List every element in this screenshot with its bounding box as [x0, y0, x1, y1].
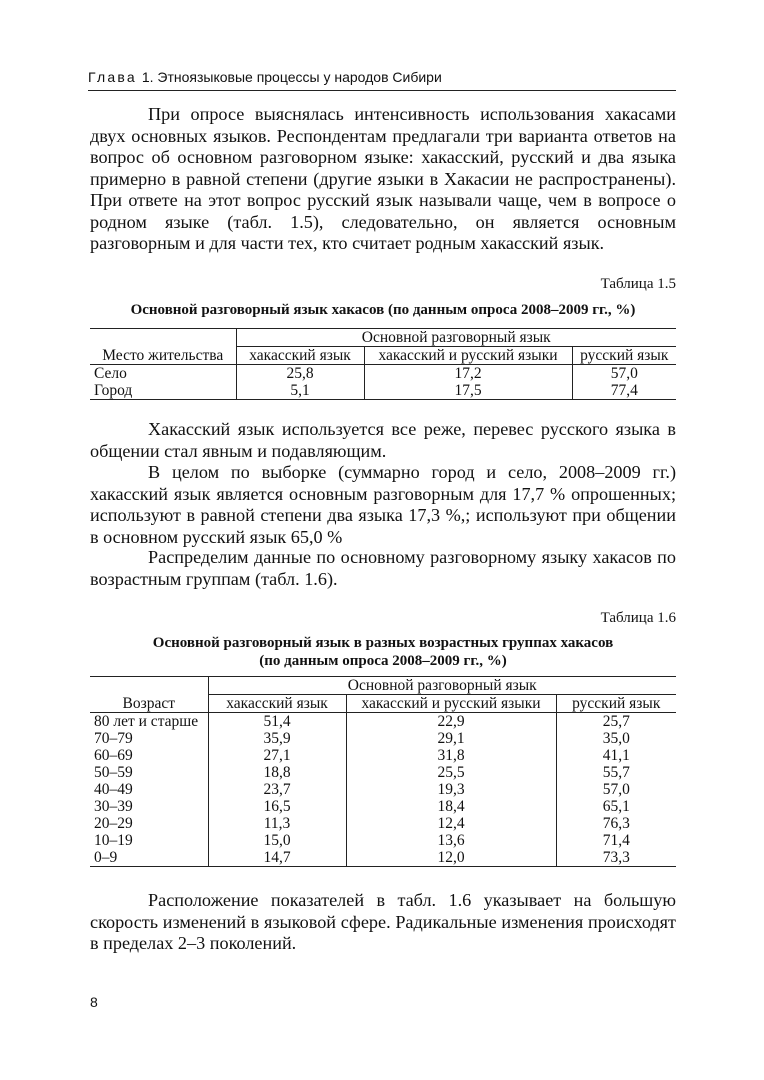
table-cell: 27,1	[208, 747, 346, 764]
table-cell: 22,9	[346, 713, 556, 731]
table-cell: 80 лет и старше	[90, 713, 208, 731]
running-head	[88, 68, 676, 91]
table-1-5-row-header: Место жительства	[90, 329, 236, 365]
table-cell: 14,7	[208, 849, 346, 867]
table-cell: 31,8	[346, 747, 556, 764]
table-cell: 65,1	[556, 798, 676, 815]
table-cell: 51,4	[208, 713, 346, 731]
table-cell: 15,0	[208, 832, 346, 849]
table-cell: Город	[90, 382, 236, 400]
table-cell: 71,4	[556, 832, 676, 849]
table-cell: 30–39	[90, 798, 208, 815]
chapter-title: 1. Этноязыковые процессы у народов Сибири	[141, 69, 442, 85]
table-cell: 0–9	[90, 849, 208, 867]
table-cell: 10–19	[90, 832, 208, 849]
table-cell: 35,0	[556, 730, 676, 747]
table-cell: 25,8	[236, 365, 364, 383]
table-cell: 5,1	[236, 382, 364, 400]
table-cell: 12,4	[346, 815, 556, 832]
paragraph-3: В целом по выборке (суммарно город и село, 2008–2009 гг.) хакасский язык является основным разговорным для 17,7 % опрошенных; используют в равной степени два языка 17,3 %,; используют при общении в основном русский язык 65,0 %	[90, 462, 676, 547]
table-cell: 25,5	[346, 764, 556, 781]
table-1-6-title-line2: (по данным опроса 2008–2009 гг., %)	[259, 653, 507, 669]
table-1-5-col-header: хакасский и русский языки	[364, 347, 572, 365]
table-row	[90, 730, 676, 747]
table-1-5-group-header: Основной разговорный язык	[236, 329, 676, 347]
table-1-5-col-header: русский язык	[572, 347, 676, 365]
table-cell: 12,0	[346, 849, 556, 867]
table-1-6-row-header: Возраст	[90, 677, 208, 713]
table-cell: 11,3	[208, 815, 346, 832]
table-row	[90, 764, 676, 781]
table-row	[90, 832, 676, 849]
table-cell: 35,9	[208, 730, 346, 747]
table-1-6-title-line1: Основной разговорный язык в разных возрастных группах хакасов	[152, 635, 614, 651]
paragraph-2: Хакасский язык используется все реже, перевес русского языка в общении стал явным и подавляющим.	[90, 419, 676, 461]
table-cell: 17,2	[364, 365, 572, 383]
table-cell: 29,1	[346, 730, 556, 747]
table-1-6-col-header: хакасский язык	[208, 695, 346, 713]
chapter-label: Глава	[88, 69, 137, 85]
table-cell: 60–69	[90, 747, 208, 764]
page-number: 8	[90, 994, 98, 1010]
table-cell: 57,0	[556, 781, 676, 798]
table-1-6-group-header: Основной разговорный язык	[208, 677, 676, 695]
table-cell: 23,7	[208, 781, 346, 798]
table-row	[90, 815, 676, 832]
table-row	[90, 713, 676, 731]
table-cell: 40–49	[90, 781, 208, 798]
table-row	[90, 365, 676, 383]
table-cell: 50–59	[90, 764, 208, 781]
table-cell: 41,1	[556, 747, 676, 764]
table-cell: 55,7	[556, 764, 676, 781]
table-cell: 13,6	[346, 832, 556, 849]
table-1-6-col-header: хакасский и русский языки	[346, 695, 556, 713]
paragraph-5: Расположение показателей в табл. 1.6 указывает на большую скорость изменений в языковой сфере. Радикальные изменения происходят в пределах 2–3 поколений.	[90, 890, 676, 953]
table-cell: 19,3	[346, 781, 556, 798]
table-1-6	[90, 676, 676, 867]
table-1-5-col-header: хакасский язык	[236, 347, 364, 365]
table-cell: 70–79	[90, 730, 208, 747]
table-cell: 18,8	[208, 764, 346, 781]
table-cell: 20–29	[90, 815, 208, 832]
table-row	[90, 747, 676, 764]
table-1-6-label: Таблица 1.6	[600, 610, 676, 626]
table-row	[90, 849, 676, 867]
paragraph-4: Распределим данные по основному разговорному языку хакасов по возрастным группам (табл. 1.6).	[90, 547, 676, 589]
table-cell: 57,0	[572, 365, 676, 383]
table-1-5	[90, 328, 676, 400]
table-1-5-label: Таблица 1.5	[600, 276, 676, 292]
table-row	[90, 798, 676, 815]
table-row	[90, 382, 676, 400]
table-cell: 76,3	[556, 815, 676, 832]
table-cell: 25,7	[556, 713, 676, 731]
table-1-5-title: Основной разговорный язык хакасов (по данным опроса 2008–2009 гг., %)	[130, 302, 636, 318]
table-cell: 18,4	[346, 798, 556, 815]
paragraph-intro: При опросе выяснялась интенсивность использования хакасами двух основных языков. Респондентам предлагали три варианта ответов на вопрос об основном разговорном языке: хакасский, русский и два языка примерно в равной степени (другие языки в Хакасии не распространены). При ответе на этот вопрос русский язык называли чаще, чем в вопросе о родном языке (табл. 1.5), следовательно, он является основным разговорным и для части тех, кто считает родным хакасский язык.	[90, 104, 676, 253]
table-cell: 17,5	[364, 382, 572, 400]
table-cell: 77,4	[572, 382, 676, 400]
table-row	[90, 781, 676, 798]
table-1-6-col-header: русский язык	[556, 695, 676, 713]
table-cell: 73,3	[556, 849, 676, 867]
table-cell: Село	[90, 365, 236, 383]
table-cell: 16,5	[208, 798, 346, 815]
